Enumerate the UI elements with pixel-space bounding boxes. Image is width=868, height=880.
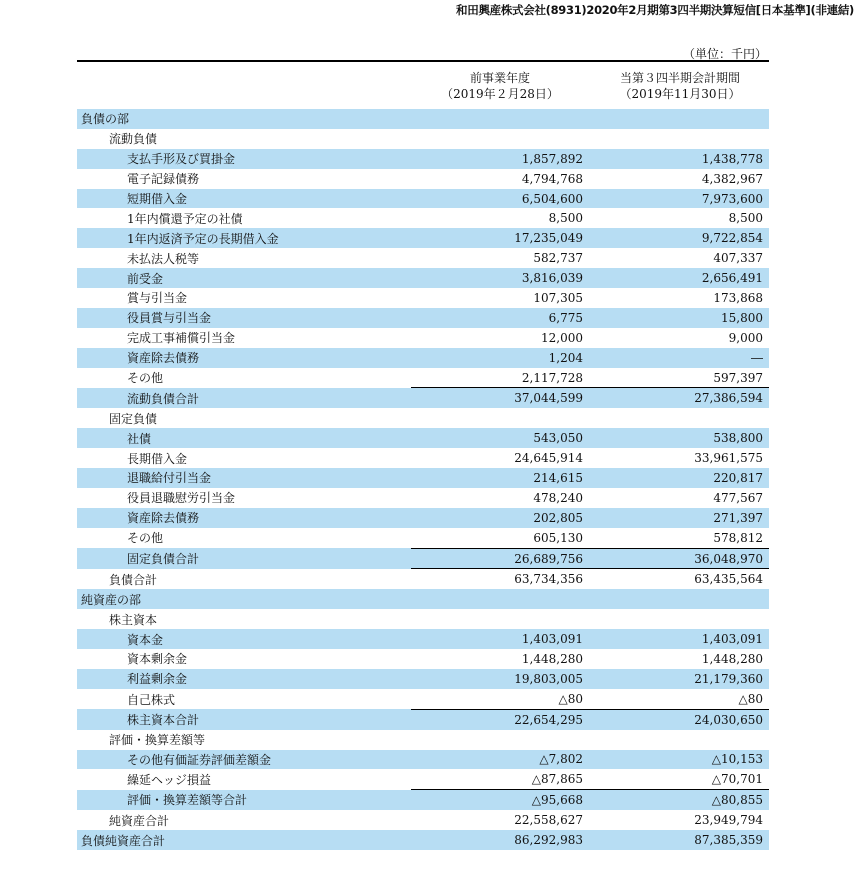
prior-year-value: 22,654,295 bbox=[411, 709, 593, 729]
current-quarter-value: 477,567 bbox=[713, 490, 763, 505]
row-label: 評価・換算差額等 bbox=[109, 733, 206, 748]
row-label: 未払法人税等 bbox=[127, 251, 200, 266]
prior-year-value: 1,403,091 bbox=[411, 629, 593, 649]
table-row bbox=[77, 129, 769, 149]
prior-year-value: 3,816,039 bbox=[411, 268, 593, 288]
table-row bbox=[77, 629, 769, 649]
current-quarter-value: 173,868 bbox=[713, 290, 763, 305]
current-quarter-value: 1,448,280 bbox=[701, 651, 763, 666]
column-header-current-quarter-title: 当第３四半期会計期間 bbox=[619, 71, 740, 85]
current-quarter-value: 578,812 bbox=[713, 530, 763, 545]
row-label: 純資産の部 bbox=[77, 589, 411, 609]
prior-year-value: 4,794,768 bbox=[521, 171, 583, 186]
prior-year-value: 214,615 bbox=[411, 468, 593, 488]
table-row bbox=[77, 428, 769, 448]
row-label: 資本剰余金 bbox=[127, 652, 188, 667]
table-row bbox=[77, 709, 769, 729]
table-row bbox=[77, 649, 769, 669]
current-quarter-value: 21,179,360 bbox=[593, 669, 769, 689]
current-quarter-value: 24,030,650 bbox=[593, 709, 769, 729]
prior-year-value: 1,857,892 bbox=[411, 149, 593, 169]
row-label: 資本金 bbox=[77, 629, 411, 649]
table-row bbox=[77, 528, 769, 548]
table-row bbox=[77, 769, 769, 789]
prior-year-value: 19,803,005 bbox=[411, 669, 593, 689]
table-row bbox=[77, 169, 769, 189]
table-row bbox=[77, 569, 769, 589]
row-label: 負債合計 bbox=[109, 572, 158, 587]
current-quarter-value: 1,403,091 bbox=[593, 629, 769, 649]
prior-year-value: 37,044,599 bbox=[411, 388, 593, 408]
document-header: 和田興産株式会社(8931)2020年2月期第3四半期決算短信[日本基準](非連結) bbox=[456, 3, 854, 17]
prior-year-value bbox=[411, 129, 593, 149]
row-label: その他有価証券評価差額金 bbox=[77, 750, 411, 770]
column-header-current-quarter bbox=[590, 70, 770, 102]
prior-year-value: 1,448,280 bbox=[521, 651, 583, 666]
prior-year-value: 86,292,983 bbox=[411, 830, 593, 850]
row-label: 固定負債 bbox=[109, 411, 158, 426]
unit-note: （単位：千円） bbox=[683, 47, 768, 61]
row-label: 支払手形及び買掛金 bbox=[77, 149, 411, 169]
current-quarter-value: 87,385,359 bbox=[593, 830, 769, 850]
row-label: 完成工事補償引当金 bbox=[127, 331, 236, 346]
row-label: 株主資本合計 bbox=[77, 709, 411, 729]
prior-year-value: 478,240 bbox=[533, 490, 583, 505]
prior-year-value: 543,050 bbox=[411, 428, 593, 448]
table-top-rule bbox=[77, 60, 769, 62]
table-row bbox=[77, 548, 769, 569]
current-quarter-value: ― bbox=[593, 348, 769, 368]
current-quarter-value: 7,973,600 bbox=[593, 189, 769, 209]
row-label: 長期借入金 bbox=[127, 451, 188, 466]
prior-year-value bbox=[411, 730, 593, 750]
current-quarter-value: 63,435,564 bbox=[593, 569, 769, 589]
current-quarter-value: 36,048,970 bbox=[593, 548, 769, 569]
column-header-current-quarter-date: （2019年11月30日） bbox=[619, 87, 741, 101]
row-label: 負債の部 bbox=[77, 109, 411, 129]
table-row bbox=[77, 508, 769, 528]
prior-year-value: △87,865 bbox=[531, 772, 583, 787]
table-row bbox=[77, 730, 769, 750]
prior-year-value: 17,235,049 bbox=[411, 228, 593, 248]
current-quarter-value: △80 bbox=[738, 691, 763, 706]
row-label: 1年内返済予定の長期借入金 bbox=[77, 228, 411, 248]
table-row bbox=[77, 408, 769, 428]
table-row bbox=[77, 689, 769, 709]
balance-sheet-table bbox=[77, 109, 769, 850]
prior-year-value: 12,000 bbox=[541, 330, 583, 345]
prior-year-value: 63,734,356 bbox=[411, 569, 593, 589]
current-quarter-value: 33,961,575 bbox=[694, 451, 763, 466]
current-quarter-value: 27,386,594 bbox=[593, 388, 769, 408]
prior-year-value: 107,305 bbox=[533, 290, 583, 305]
row-label: 退職給付引当金 bbox=[77, 468, 411, 488]
prior-year-value: 202,805 bbox=[411, 508, 593, 528]
row-label: 負債純資産合計 bbox=[77, 830, 411, 850]
current-quarter-value: 8,500 bbox=[728, 211, 763, 226]
row-label: 1年内償還予定の社債 bbox=[127, 211, 243, 226]
current-quarter-value: △70,701 bbox=[711, 772, 763, 787]
row-label: 電子記録債務 bbox=[127, 172, 200, 187]
current-quarter-value: 2,656,491 bbox=[593, 268, 769, 288]
prior-year-value: 6,504,600 bbox=[411, 189, 593, 209]
table-row bbox=[77, 669, 769, 689]
current-quarter-value: 23,949,794 bbox=[694, 813, 763, 828]
row-label: 賞与引当金 bbox=[127, 291, 188, 306]
table-row bbox=[77, 228, 769, 248]
table-row bbox=[77, 790, 769, 810]
table-row bbox=[77, 149, 769, 169]
row-label: 評価・換算差額等合計 bbox=[77, 790, 411, 810]
table-row bbox=[77, 328, 769, 348]
prior-year-value: △80 bbox=[558, 691, 583, 706]
table-row bbox=[77, 368, 769, 388]
table-row bbox=[77, 208, 769, 228]
prior-year-value: 605,130 bbox=[533, 530, 583, 545]
row-label: 役員賞与引当金 bbox=[77, 308, 411, 328]
table-row bbox=[77, 609, 769, 629]
prior-year-value: 24,645,914 bbox=[514, 451, 583, 466]
table-row bbox=[77, 109, 769, 129]
column-header-prior-year-date: （2019年２月28日） bbox=[441, 87, 559, 101]
prior-year-value: 26,689,756 bbox=[411, 548, 593, 569]
current-quarter-value: 597,397 bbox=[713, 370, 763, 385]
table-row bbox=[77, 830, 769, 850]
table-row bbox=[77, 468, 769, 488]
current-quarter-value: 1,438,778 bbox=[593, 149, 769, 169]
row-label: 前受金 bbox=[77, 268, 411, 288]
current-quarter-value: 4,382,967 bbox=[701, 171, 763, 186]
row-label: 資産除去債務 bbox=[77, 508, 411, 528]
column-header-prior-year-title: 前事業年度 bbox=[469, 71, 530, 85]
table-row bbox=[77, 288, 769, 308]
current-quarter-value: 538,800 bbox=[593, 428, 769, 448]
current-quarter-value: △10,153 bbox=[593, 750, 769, 770]
current-quarter-value: 15,800 bbox=[593, 308, 769, 328]
prior-year-value: △7,802 bbox=[411, 750, 593, 770]
current-quarter-value bbox=[593, 730, 769, 750]
current-quarter-value: 9,722,854 bbox=[593, 228, 769, 248]
row-label: 社債 bbox=[77, 428, 411, 448]
current-quarter-value bbox=[593, 109, 769, 129]
current-quarter-value bbox=[593, 408, 769, 428]
row-label: 役員退職慰労引当金 bbox=[127, 491, 236, 506]
prior-year-value: 2,117,728 bbox=[521, 370, 583, 385]
row-label: 短期借入金 bbox=[77, 189, 411, 209]
table-row bbox=[77, 268, 769, 288]
current-quarter-value bbox=[593, 589, 769, 609]
table-row bbox=[77, 750, 769, 770]
table-row bbox=[77, 308, 769, 328]
prior-year-value bbox=[411, 589, 593, 609]
row-label: 資産除去債務 bbox=[77, 348, 411, 368]
current-quarter-value: 271,397 bbox=[593, 508, 769, 528]
table-row bbox=[77, 388, 769, 408]
table-row bbox=[77, 488, 769, 508]
row-label: その他 bbox=[127, 371, 164, 386]
prior-year-value bbox=[411, 408, 593, 428]
current-quarter-value: 9,000 bbox=[728, 330, 763, 345]
current-quarter-value bbox=[593, 609, 769, 629]
row-label: 固定負債合計 bbox=[77, 548, 411, 569]
prior-year-value: 8,500 bbox=[548, 211, 583, 226]
prior-year-value: △95,668 bbox=[411, 790, 593, 810]
column-header-prior-year bbox=[410, 70, 590, 102]
table-row bbox=[77, 448, 769, 468]
current-quarter-value: 220,817 bbox=[593, 468, 769, 488]
row-label: 純資産合計 bbox=[109, 813, 170, 828]
prior-year-value: 6,775 bbox=[411, 308, 593, 328]
row-label: 利益剰余金 bbox=[77, 669, 411, 689]
row-label: 繰延ヘッジ損益 bbox=[127, 773, 212, 788]
row-label: 流動負債 bbox=[109, 132, 158, 147]
table-row bbox=[77, 248, 769, 268]
prior-year-value bbox=[411, 109, 593, 129]
table-row bbox=[77, 810, 769, 830]
row-label: その他 bbox=[127, 531, 164, 546]
prior-year-value: 1,204 bbox=[411, 348, 593, 368]
current-quarter-value: 407,337 bbox=[713, 251, 763, 266]
current-quarter-value: △80,855 bbox=[593, 790, 769, 810]
prior-year-value: 582,737 bbox=[533, 251, 583, 266]
row-label: 株主資本 bbox=[109, 612, 158, 627]
current-quarter-value bbox=[593, 129, 769, 149]
table-row bbox=[77, 189, 769, 209]
row-label: 流動負債合計 bbox=[77, 388, 411, 408]
row-label: 自己株式 bbox=[127, 692, 176, 707]
prior-year-value bbox=[411, 609, 593, 629]
prior-year-value: 22,558,627 bbox=[514, 813, 583, 828]
table-row bbox=[77, 589, 769, 609]
table-row bbox=[77, 348, 769, 368]
